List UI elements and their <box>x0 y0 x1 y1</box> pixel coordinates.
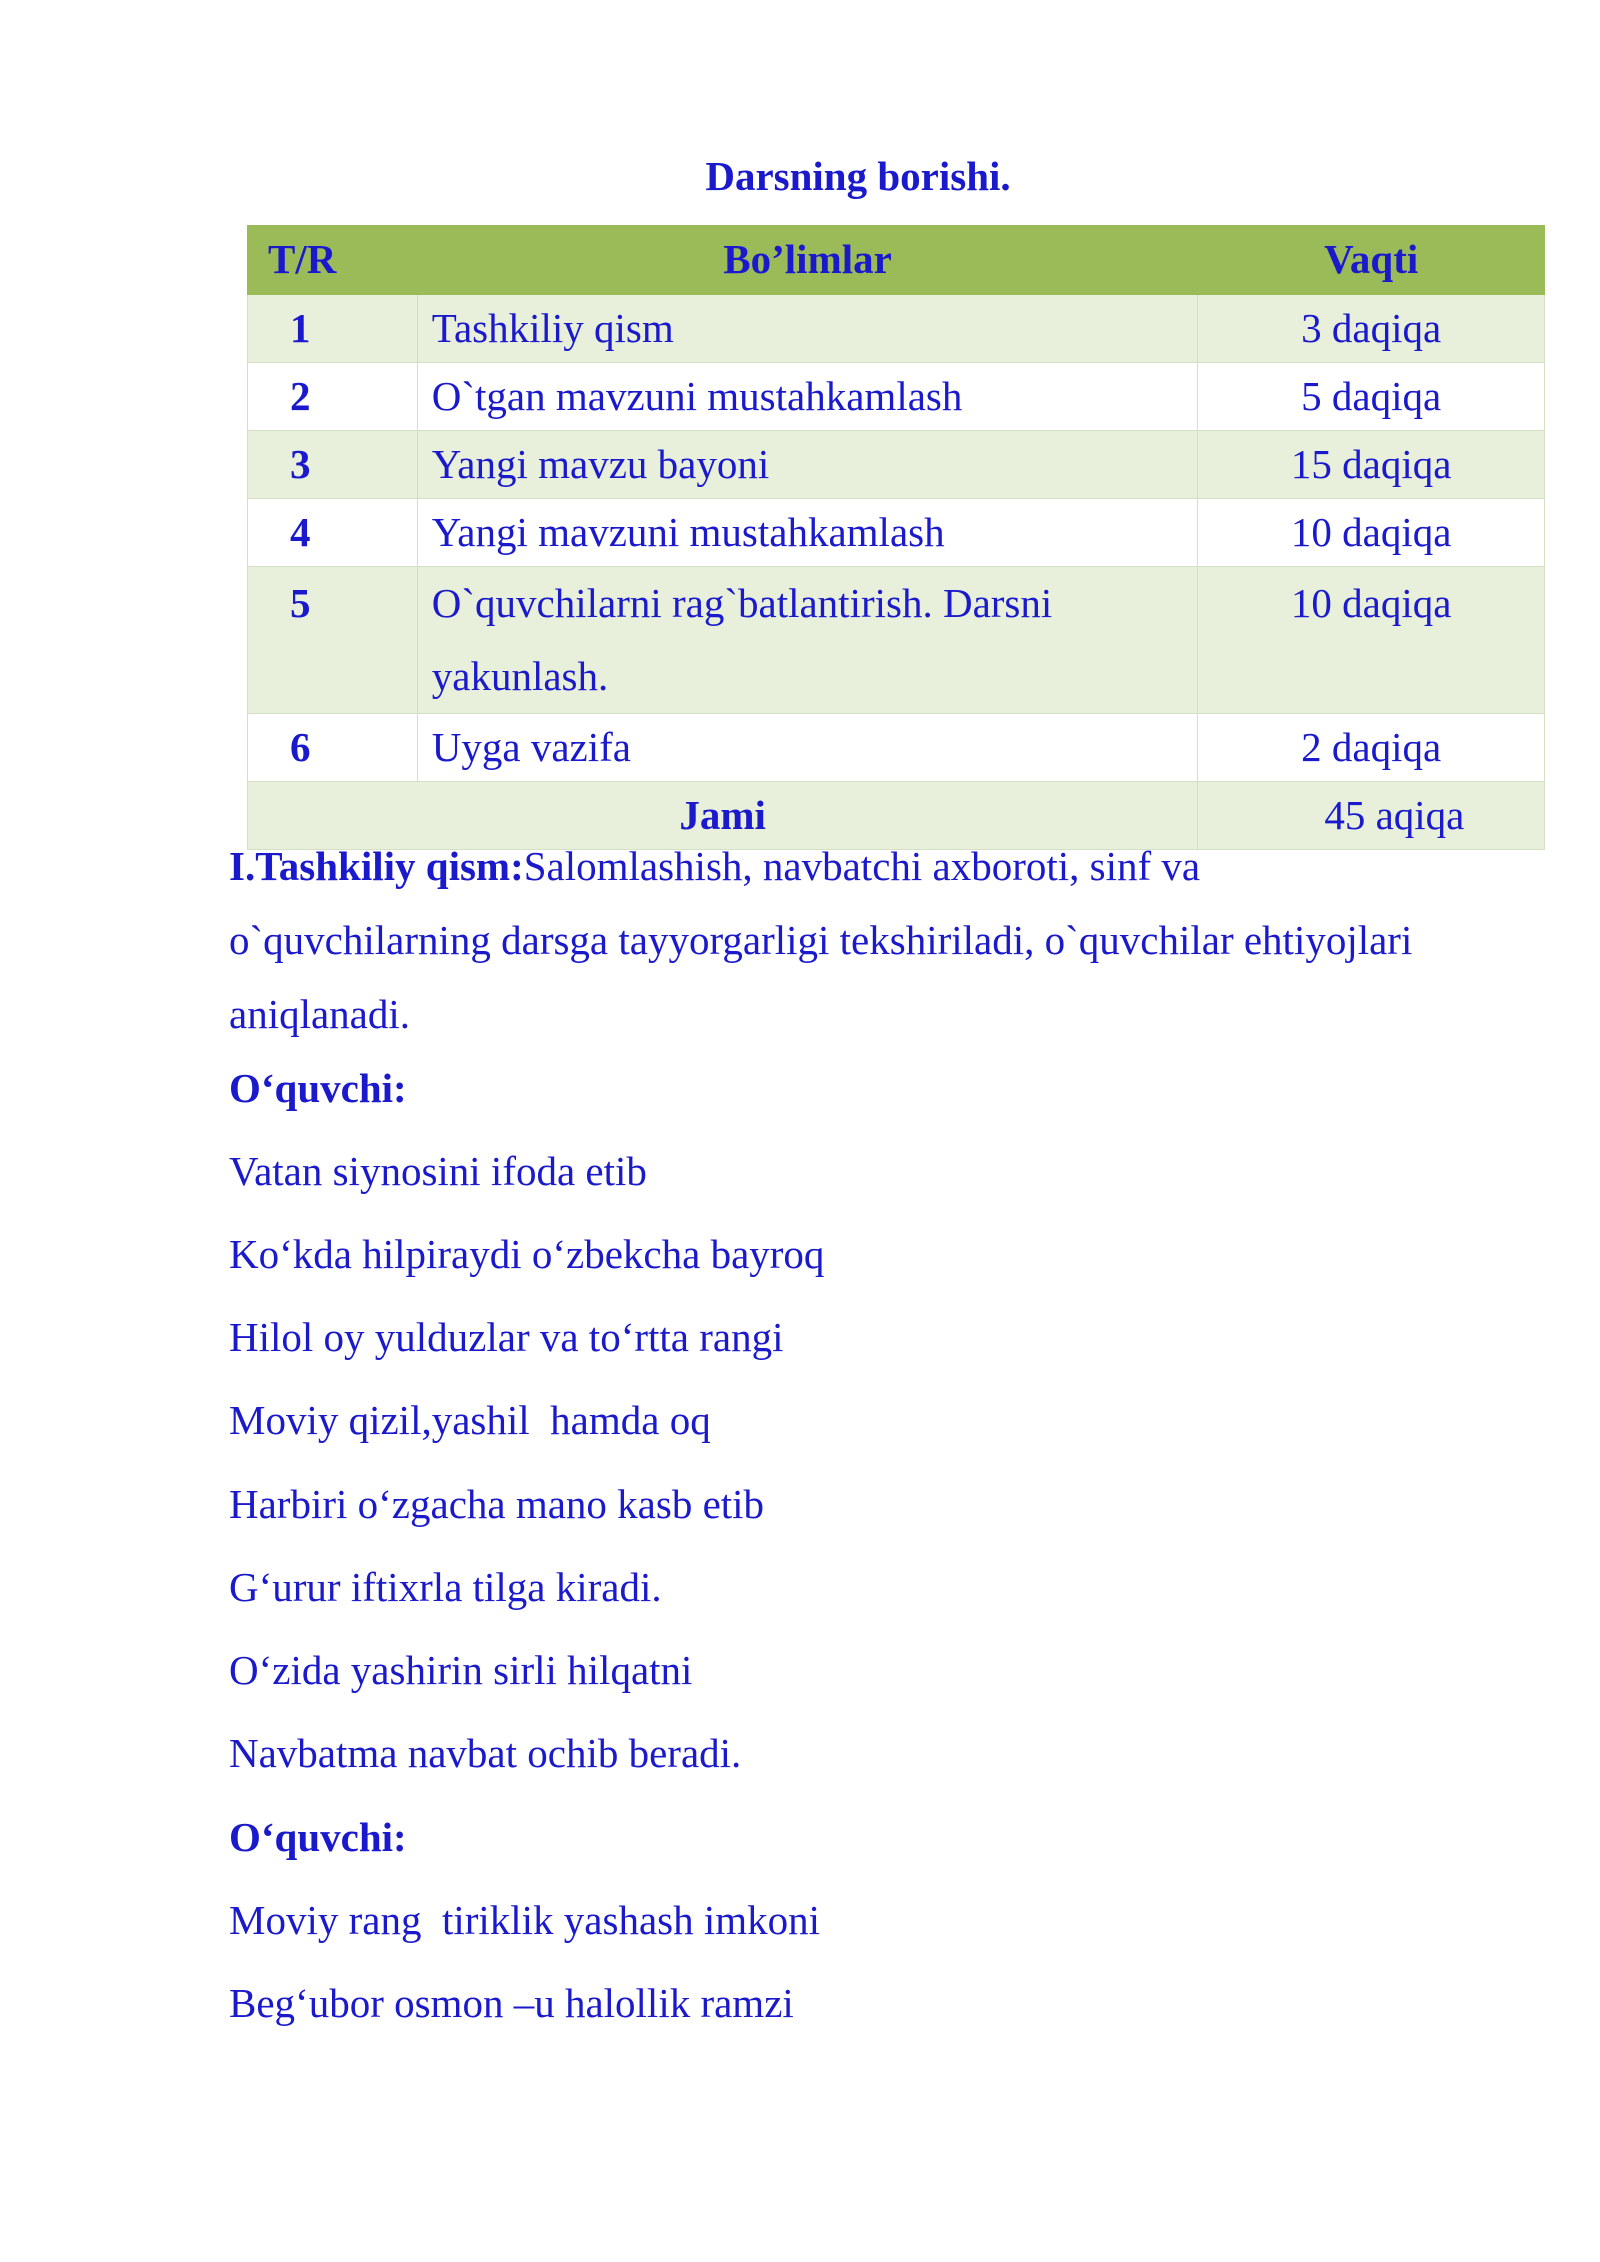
table-row <box>248 431 1545 499</box>
row-section-line: O`quvchilarni rag`batlantirish. Darsni <box>431 580 1053 626</box>
header-sections: Bo’limlar <box>417 226 1198 295</box>
poem-line: O‘zida yashirin sirli hilqatni <box>229 1647 693 1693</box>
table-row <box>248 295 1545 363</box>
row-section: Yangi mavzu bayoni <box>417 431 1198 499</box>
row-time: 2 daqiqa <box>1198 714 1545 782</box>
header-number: T/R <box>248 226 418 295</box>
row-number: 5 <box>248 567 418 714</box>
speaker-label: O‘quvchi: <box>229 1814 407 1860</box>
intro-text: Salomlashish, navbatchi axboroti, sinf va <box>523 843 1201 889</box>
poem-line: Beg‘ubor osmon –u halollik ramzi <box>229 1980 794 2026</box>
row-number: 6 <box>248 714 418 782</box>
poem-line: Ko‘kda hilpiraydi o‘zbekcha bayroq <box>229 1231 825 1277</box>
row-section <box>417 567 1198 714</box>
intro-heading: I.Tashkiliy qism: <box>229 843 524 889</box>
row-time: 15 daqiqa <box>1198 431 1545 499</box>
table-row <box>248 499 1545 567</box>
row-time: 5 daqiqa <box>1198 363 1545 431</box>
intro-line <box>229 841 1200 891</box>
poem-line: G‘urur iftixrla tilga kiradi. <box>229 1564 662 1610</box>
page-title: Darsning borishi. <box>705 153 1011 199</box>
row-section-line: yakunlash. <box>431 653 609 699</box>
row-number: 3 <box>248 431 418 499</box>
table-row <box>248 567 1545 714</box>
row-number: 4 <box>248 499 418 567</box>
poem-line: Navbatma navbat ochib beradi. <box>229 1730 742 1776</box>
poem-line: Moviy qizil,yashil hamda oq <box>229 1397 711 1443</box>
speaker-label: O‘quvchi: <box>229 1065 407 1111</box>
row-section: Yangi mavzuni mustahkamlash <box>417 499 1198 567</box>
poem-line: Vatan siynosini ifoda etib <box>229 1148 647 1194</box>
total-time: 45 aqiqa <box>1198 782 1545 850</box>
row-time: 10 daqiqa <box>1198 567 1545 714</box>
lesson-plan-table <box>247 225 1545 850</box>
row-number: 1 <box>248 295 418 363</box>
table-header-row <box>248 226 1545 295</box>
intro-line: aniqlanadi. <box>229 991 411 1037</box>
row-number: 2 <box>248 363 418 431</box>
total-label: Jami <box>248 782 1198 850</box>
poem-line: Moviy rang tiriklik yashash imkoni <box>229 1897 821 1943</box>
table-row <box>248 363 1545 431</box>
intro-line: o`quvchilarning darsga tayyorgarligi tekshiriladi, o`quvchilar ehtiyojlari <box>229 917 1413 963</box>
poem-line: Hilol oy yulduzlar va to‘rtta rangi <box>229 1314 784 1360</box>
row-section: O`tgan mavzuni mustahkamlash <box>417 363 1198 431</box>
table-total-row <box>248 782 1545 850</box>
table-row <box>248 714 1545 782</box>
poem-line: Harbiri o‘zgacha mano kasb etib <box>229 1481 765 1527</box>
row-section: Tashkiliy qism <box>417 295 1198 363</box>
header-time: Vaqti <box>1198 226 1545 295</box>
row-time: 10 daqiqa <box>1198 499 1545 567</box>
row-section: Uyga vazifa <box>417 714 1198 782</box>
row-time: 3 daqiqa <box>1198 295 1545 363</box>
